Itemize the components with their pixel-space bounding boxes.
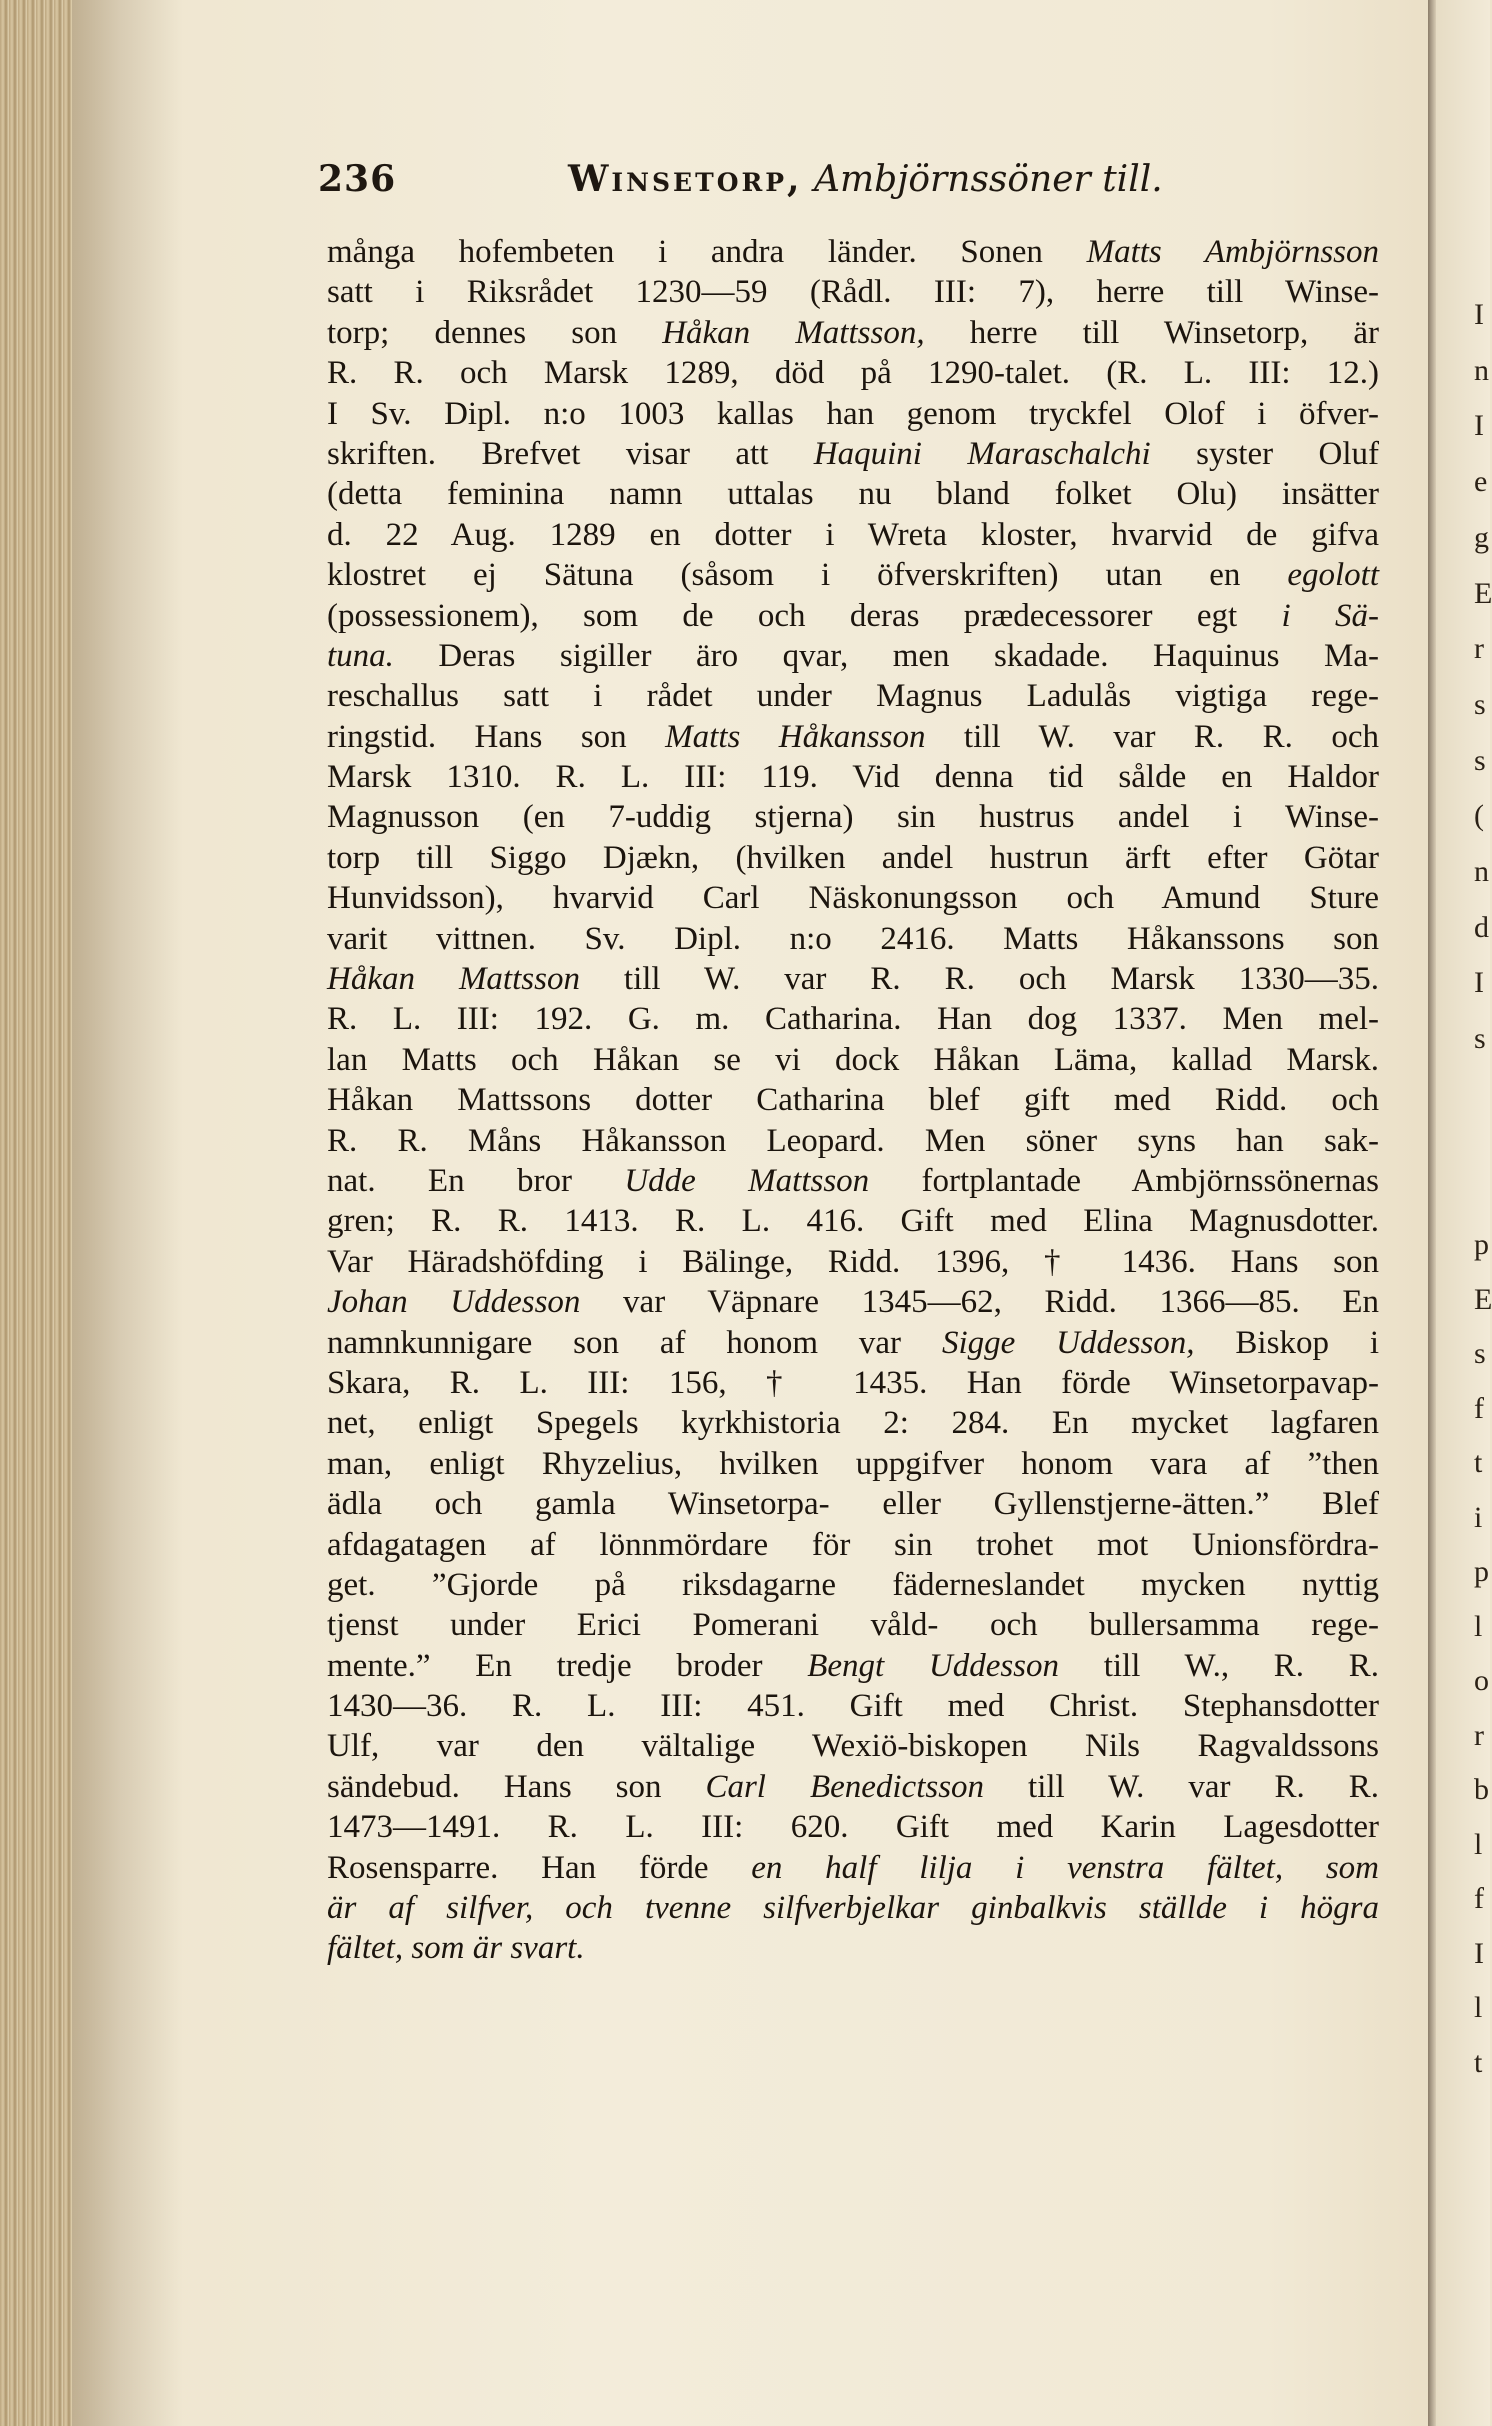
page-header (318, 158, 1378, 214)
facing-page-letter: s (1474, 743, 1486, 777)
italic-text-run: i Sä- (1281, 597, 1379, 634)
facing-page-letter: I (1474, 1936, 1484, 1970)
italic-text-run: Bengt Uddesson (807, 1647, 1060, 1684)
text-run: gren; R. R. 1413. R. L. 416. Gift med Elina Magnusdotter. (327, 1203, 1379, 1240)
text-run: fortplantade Ambjörnssönernas (869, 1162, 1379, 1199)
facing-page-letter: t (1474, 2045, 1483, 2079)
text-line (327, 353, 1379, 393)
facing-page-letter: r (1474, 632, 1484, 666)
facing-page-letter: n (1474, 353, 1489, 387)
text-run: Marsk 1310. R. L. III: 119. Vid denna tid sålde en Haldor (327, 759, 1379, 796)
text-run: Biskop i (1194, 1324, 1379, 1361)
facing-page-letter: r (1474, 1718, 1484, 1752)
text-run: torp till Siggo Djækn, (hvilken andel hustrun ärft efter Götar (327, 839, 1379, 876)
facing-page-letter: f (1474, 1882, 1484, 1915)
text-run: I Sv. Dipl. n:o 1003 kallas han genom tryckfel Olof i öfver- (327, 395, 1379, 432)
body-text (327, 232, 1379, 1969)
text-run: Ulf, var den vältalige Wexiö-biskopen Nils Ragvaldssons (327, 1728, 1379, 1765)
facing-page-letter: s (1474, 1337, 1486, 1370)
text-run: get. ”Gjorde på riksdagarne fäderneslandet mycken nyttig (327, 1566, 1379, 1603)
text-line (327, 1807, 1379, 1847)
facing-page-letter: s (1474, 687, 1486, 721)
text-run: R. R. och Marsk 1289, död på 1290-talet. (R. L. III: 12.) (327, 355, 1379, 392)
text-run: torp; dennes son (327, 314, 663, 351)
italic-text-run: Johan Uddesson (327, 1284, 581, 1321)
text-run: 1473—1491. R. L. III: 620. Gift med Karin Lagesdotter (327, 1809, 1379, 1846)
gutter-shadow (72, 0, 182, 2426)
text-line (327, 474, 1379, 514)
text-run: Rosensparre. Han förde (327, 1849, 752, 1886)
text-line (327, 636, 1379, 676)
text-run: var Väpnare 1345—62, Ridd. 1366—85. En (580, 1284, 1380, 1321)
text-line (327, 676, 1379, 716)
text-run: Skara, R. L. III: 156, † 1435. Han förde Winsetorpavap- (327, 1364, 1379, 1401)
text-line (327, 596, 1379, 636)
facing-page-letter: g (1474, 520, 1489, 554)
italic-text-run: Sigge Uddesson, (941, 1324, 1195, 1361)
running-head-title: Winsetorp, (568, 158, 803, 200)
italic-text-run: en half lilja i venstra fältet, som (751, 1849, 1380, 1886)
text-line (327, 1484, 1379, 1524)
text-line (327, 1363, 1379, 1403)
text-line (327, 1928, 1379, 1968)
text-run: lan Matts och Håkan se vi dock Håkan Läma, kallad Marsk. (327, 1041, 1379, 1078)
text-line (327, 1686, 1379, 1726)
page-number: 236 (318, 158, 397, 200)
text-run: tjenst under Erici Pomerani våld- och bullersamma rege- (327, 1607, 1379, 1644)
facing-page-letter: I (1474, 409, 1484, 443)
facing-page-letter: s (1474, 1022, 1486, 1056)
text-run: ädla och gamla Winsetorpa- eller Gyllenstjerne-ätten.” Blef (327, 1486, 1379, 1523)
text-run: många hofembeten i andra länder. Sonen (327, 234, 1087, 270)
text-run: d. 22 Aug. 1289 en dotter i Wreta kloster, hvarvid de gifva (327, 516, 1379, 553)
book-spine-edge (0, 0, 72, 2426)
facing-page-letter: i (1474, 1500, 1483, 1534)
text-run: ringstid. Hans son (327, 718, 666, 755)
text-run: satt i Riksrådet 1230—59 (Rådl. III: 7), herre till Winse- (327, 274, 1379, 311)
text-line (327, 1565, 1379, 1605)
text-run: klostret ej Sätuna (såsom i öfverskriften) utan en (327, 557, 1288, 594)
text-run: man, enligt Rhyzelius, hvilken uppgifver honom vara af ”then (327, 1445, 1379, 1482)
text-run: skriften. Brefvet visar att (327, 435, 814, 472)
text-run: till W. var R. R. och (925, 718, 1380, 755)
text-run: nat. En bror (327, 1162, 625, 1199)
text-line (327, 394, 1379, 434)
facing-page-letter: p (1474, 1555, 1489, 1588)
text-run: afdagatagen af lönnmördare för sin trohet mot Unionsfördra- (327, 1526, 1379, 1563)
text-line (327, 1040, 1379, 1080)
text-line (327, 1242, 1379, 1282)
text-run: Var Häradshöfding i Bälinge, Ridd. 1396, † 1436. Hans son (327, 1243, 1379, 1280)
text-run: till W. var R. R. (984, 1768, 1379, 1805)
text-run: Deras sigiller äro qvar, men skadade. Haquinus Ma- (393, 637, 1379, 674)
text-run: R. L. III: 192. G. m. Catharina. Han dog 1337. Men mel- (327, 1001, 1379, 1038)
text-run: herre till Winsetorp, är (924, 314, 1379, 351)
text-line (327, 313, 1379, 353)
italic-text-run: Haquini Maraschalchi (813, 435, 1151, 472)
text-line (327, 272, 1379, 312)
text-run: till W. var R. R. och Marsk 1330—35. (579, 961, 1379, 998)
text-run: Magnusson (en 7-uddig stjerna) sin hustrus andel i Winse- (327, 799, 1379, 836)
text-line (327, 515, 1379, 555)
facing-page-letter: E (1474, 576, 1492, 610)
text-run: (possessionem), som de och deras prædecessorer egt (327, 597, 1282, 634)
text-line (327, 1403, 1379, 1443)
italic-text-run: är af silfver, och tvenne silfverbjelkar ginbalkvis ställde i högra (327, 1890, 1379, 1927)
text-line (327, 1848, 1379, 1888)
text-run: sändebud. Hans son (327, 1768, 706, 1805)
text-run: (detta feminina namn uttalas nu bland folket Olu) insätter (327, 476, 1379, 513)
text-line (327, 1726, 1379, 1766)
text-run: reschallus satt i rådet under Magnus Ladulås vigtiga rege- (327, 678, 1379, 715)
text-line (327, 1323, 1379, 1363)
running-head-subtitle: Ambjörnssöner till. (814, 159, 1163, 200)
text-run: namnkunnigare son af honom var (327, 1324, 942, 1361)
text-line (327, 1161, 1379, 1201)
text-line (327, 1080, 1379, 1120)
text-line (327, 757, 1379, 797)
facing-page-letter: d (1474, 910, 1489, 944)
text-line (327, 232, 1379, 272)
facing-page-letter: e (1474, 465, 1488, 499)
text-line (327, 1767, 1379, 1807)
italic-text-run: Matts Håkansson (665, 718, 926, 755)
text-line (327, 1444, 1379, 1484)
text-line (327, 1646, 1379, 1686)
facing-page-letter: l (1474, 1609, 1483, 1643)
italic-text-run: fältet, som är svart. (327, 1930, 585, 1967)
text-line (327, 838, 1379, 878)
page-fold (1428, 0, 1436, 2426)
text-line (327, 555, 1379, 595)
facing-page-letter: E (1474, 1282, 1492, 1316)
italic-text-run: egolott (1287, 557, 1379, 594)
text-run: R. R. Måns Håkansson Leopard. Men söner syns han sak- (327, 1122, 1379, 1159)
italic-text-run: Carl Benedictsson (705, 1768, 985, 1805)
text-line (327, 999, 1379, 1039)
facing-page-letter: l (1474, 1991, 1483, 2024)
facing-page-letter: p (1474, 1228, 1489, 1261)
text-line (327, 1121, 1379, 1161)
italic-text-run: Håkan Mattsson (327, 961, 580, 998)
facing-page-letter: I (1474, 298, 1484, 331)
text-run: varit vittnen. Sv. Dipl. n:o 2416. Matts Håkanssons son (327, 920, 1379, 957)
facing-page-letter: b (1474, 1773, 1489, 1806)
text-run: Håkan Mattssons dotter Catharina blef gift med Ridd. och (327, 1082, 1379, 1119)
text-run: syster Oluf (1150, 435, 1379, 472)
text-line (327, 959, 1379, 999)
text-line (327, 434, 1379, 474)
facing-page-letter: ( (1474, 799, 1484, 833)
text-line (327, 1282, 1379, 1322)
text-run: mente.” En tredje broder (327, 1647, 808, 1684)
facing-page-letter: t (1474, 1446, 1483, 1479)
text-run: net, enligt Spegels kyrkhistoria 2: 284. En mycket lagfaren (327, 1405, 1379, 1442)
facing-page-letter: I (1474, 966, 1484, 1000)
text-line (327, 717, 1379, 757)
text-line (327, 1888, 1379, 1928)
text-run: Hunvidsson), hvarvid Carl Näskonungsson och Amund Sture (327, 880, 1379, 917)
facing-page-letter: f (1474, 1391, 1484, 1425)
text-line (327, 797, 1379, 837)
text-line (327, 919, 1379, 959)
italic-text-run: Håkan Mattsson, (662, 314, 925, 351)
facing-page-letter: n (1474, 855, 1489, 888)
italic-text-run: Matts Ambjörnsson (1086, 234, 1380, 270)
italic-text-run: tuna. (327, 637, 394, 674)
text-line (327, 1525, 1379, 1565)
italic-text-run: Udde Mattsson (624, 1162, 870, 1199)
text-run: 1430—36. R. L. III: 451. Gift med Christ. Stephansdotter (327, 1688, 1379, 1725)
text-line (327, 1605, 1379, 1645)
text-line (327, 1201, 1379, 1241)
facing-page-letter: o (1474, 1664, 1489, 1697)
facing-page-letter: l (1474, 1827, 1483, 1861)
running-head (568, 158, 1163, 200)
text-line (327, 878, 1379, 918)
text-run: till W., R. R. (1059, 1647, 1380, 1684)
